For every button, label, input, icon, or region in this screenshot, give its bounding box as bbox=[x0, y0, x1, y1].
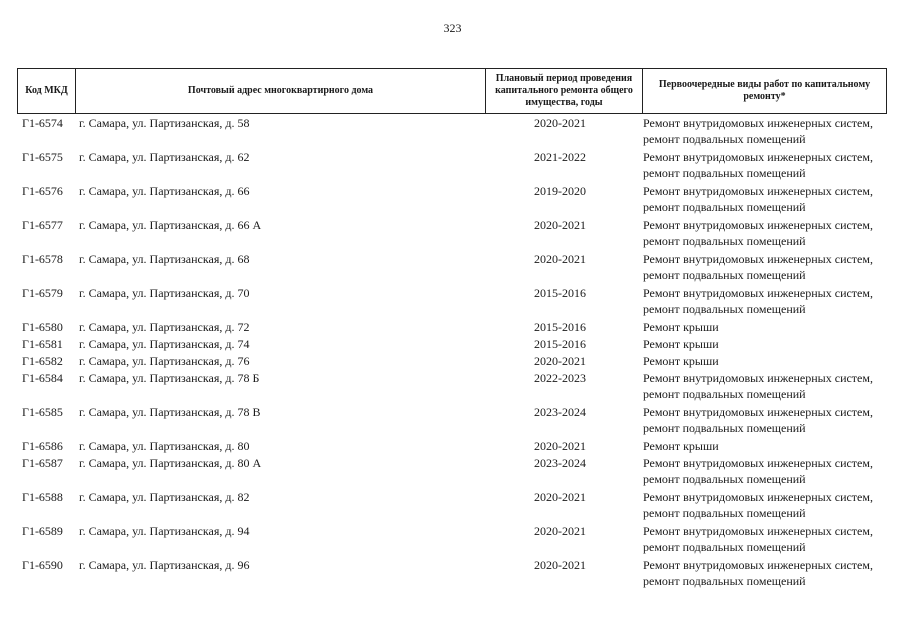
cell-address: г. Самара, ул. Партизанская, д. 76 bbox=[79, 354, 250, 368]
cell-works bbox=[643, 353, 887, 370]
cell-works bbox=[643, 319, 887, 336]
table-row bbox=[17, 523, 887, 557]
cell-period: 2023-2024 bbox=[534, 405, 586, 419]
table-row bbox=[17, 557, 887, 591]
cell-address: г. Самара, ул. Партизанская, д. 72 bbox=[79, 320, 250, 334]
cell-code: Г1-6574 bbox=[22, 116, 63, 130]
works-line-1: Ремонт внутридомовых инженерных систем, bbox=[643, 252, 873, 266]
works-line-1: Ремонт крыши bbox=[643, 320, 719, 334]
table-row bbox=[17, 455, 887, 489]
cell-period: 2022-2023 bbox=[534, 371, 586, 385]
table-row bbox=[17, 438, 887, 455]
table-row bbox=[17, 404, 887, 438]
works-line-1: Ремонт крыши bbox=[643, 439, 719, 453]
cell-code: Г1-6575 bbox=[22, 150, 63, 164]
works-line-2: ремонт подвальных помещений bbox=[643, 200, 806, 214]
works-line-2: ремонт подвальных помещений bbox=[643, 506, 806, 520]
cell-code: Г1-6579 bbox=[22, 286, 63, 300]
cell-code: Г1-6586 bbox=[22, 439, 63, 453]
works-line-2: ремонт подвальных помещений bbox=[643, 166, 806, 180]
cell-code: Г1-6578 bbox=[22, 252, 63, 266]
cell-works bbox=[643, 336, 887, 353]
works-line-2: ремонт подвальных помещений bbox=[643, 302, 806, 316]
table-row bbox=[17, 370, 887, 404]
works-line-2: ремонт подвальных помещений bbox=[643, 132, 806, 146]
works-line-1: Ремонт внутридомовых инженерных систем, bbox=[643, 456, 873, 470]
cell-address: г. Самара, ул. Партизанская, д. 78 В bbox=[79, 405, 261, 419]
cell-code: Г1-6590 bbox=[22, 558, 63, 572]
cell-address: г. Самара, ул. Партизанская, д. 94 bbox=[79, 524, 250, 538]
cell-works bbox=[643, 285, 887, 319]
cell-period: 2019-2020 bbox=[534, 184, 586, 198]
cell-address: г. Самара, ул. Партизанская, д. 58 bbox=[79, 116, 250, 130]
works-line-2: ремонт подвальных помещений bbox=[643, 574, 806, 588]
cell-code: Г1-6580 bbox=[22, 320, 63, 334]
cell-address: г. Самара, ул. Партизанская, д. 80 bbox=[79, 439, 250, 453]
cell-works bbox=[643, 438, 887, 455]
table-body bbox=[17, 115, 887, 591]
cell-address: г. Самара, ул. Партизанская, д. 66 bbox=[79, 184, 250, 198]
cell-code: Г1-6589 bbox=[22, 524, 63, 538]
cell-works bbox=[643, 523, 887, 557]
cell-period: 2020-2021 bbox=[534, 524, 586, 538]
cell-period: 2020-2021 bbox=[534, 354, 586, 368]
cell-address: г. Самара, ул. Партизанская, д. 66 А bbox=[79, 218, 262, 232]
works-line-1: Ремонт внутридомовых инженерных систем, bbox=[643, 371, 873, 385]
header-period: Плановый период проведения капитального ремонта общего имущества, годы bbox=[485, 69, 642, 113]
works-line-1: Ремонт внутридомовых инженерных систем, bbox=[643, 558, 873, 572]
cell-works bbox=[643, 251, 887, 285]
header-code: Код МКД bbox=[25, 85, 68, 96]
cell-address: г. Самара, ул. Партизанская, д. 96 bbox=[79, 558, 250, 572]
cell-period: 2020-2021 bbox=[534, 490, 586, 504]
works-line-1: Ремонт крыши bbox=[643, 354, 719, 368]
cell-address: г. Самара, ул. Партизанская, д. 62 bbox=[79, 150, 250, 164]
cell-address: г. Самара, ул. Партизанская, д. 78 Б bbox=[79, 371, 260, 385]
header-address: Почтовый адрес многоквартирного дома bbox=[75, 69, 485, 113]
cell-period: 2020-2021 bbox=[534, 116, 586, 130]
cell-period: 2020-2021 bbox=[534, 558, 586, 572]
cell-works bbox=[643, 370, 887, 404]
cell-works bbox=[643, 557, 887, 591]
table-row bbox=[17, 183, 887, 217]
table-row bbox=[17, 353, 887, 370]
cell-period: 2020-2021 bbox=[534, 252, 586, 266]
works-line-1: Ремонт внутридомовых инженерных систем, bbox=[643, 150, 873, 164]
works-line-1: Ремонт крыши bbox=[643, 337, 719, 351]
cell-period: 2021-2022 bbox=[534, 150, 586, 164]
works-line-1: Ремонт внутридомовых инженерных систем, bbox=[643, 116, 873, 130]
table-row bbox=[17, 285, 887, 319]
cell-works bbox=[643, 149, 887, 183]
works-line-2: ремонт подвальных помещений bbox=[643, 540, 806, 554]
cell-address: г. Самара, ул. Партизанская, д. 82 bbox=[79, 490, 250, 504]
cell-period: 2015-2016 bbox=[534, 320, 586, 334]
works-line-2: ремонт подвальных помещений bbox=[643, 234, 806, 248]
table-row bbox=[17, 115, 887, 149]
cell-works bbox=[643, 115, 887, 149]
table-row bbox=[17, 489, 887, 523]
cell-period: 2015-2016 bbox=[534, 286, 586, 300]
cell-period: 2015-2016 bbox=[534, 337, 586, 351]
table-row bbox=[17, 336, 887, 353]
works-line-1: Ремонт внутридомовых инженерных систем, bbox=[643, 218, 873, 232]
works-line-1: Ремонт внутридомовых инженерных систем, bbox=[643, 286, 873, 300]
cell-code: Г1-6581 bbox=[22, 337, 63, 351]
works-line-2: ремонт подвальных помещений bbox=[643, 268, 806, 282]
cell-period: 2020-2021 bbox=[534, 218, 586, 232]
header-works: Первоочередные виды работ по капитальному ремонту* bbox=[642, 69, 886, 113]
works-line-1: Ремонт внутридомовых инженерных систем, bbox=[643, 184, 873, 198]
cell-works bbox=[643, 217, 887, 251]
cell-code: Г1-6576 bbox=[22, 184, 63, 198]
cell-code: Г1-6577 bbox=[22, 218, 63, 232]
works-line-2: ремонт подвальных помещений bbox=[643, 472, 806, 486]
cell-works bbox=[643, 183, 887, 217]
works-line-2: ремонт подвальных помещений bbox=[643, 421, 806, 435]
table-row bbox=[17, 251, 887, 285]
works-line-1: Ремонт внутридомовых инженерных систем, bbox=[643, 524, 873, 538]
cell-code: Г1-6585 bbox=[22, 405, 63, 419]
works-line-2: ремонт подвальных помещений bbox=[643, 387, 806, 401]
cell-works bbox=[643, 455, 887, 489]
cell-code: Г1-6582 bbox=[22, 354, 63, 368]
cell-code: Г1-6587 bbox=[22, 456, 63, 470]
cell-address: г. Самара, ул. Партизанская, д. 68 bbox=[79, 252, 250, 266]
table-header bbox=[17, 68, 887, 114]
cell-works bbox=[643, 489, 887, 523]
works-line-1: Ремонт внутридомовых инженерных систем, bbox=[643, 490, 873, 504]
cell-address: г. Самара, ул. Партизанская, д. 70 bbox=[79, 286, 250, 300]
cell-period: 2020-2021 bbox=[534, 439, 586, 453]
cell-address: г. Самара, ул. Партизанская, д. 80 А bbox=[79, 456, 262, 470]
cell-code: Г1-6588 bbox=[22, 490, 63, 504]
cell-code: Г1-6584 bbox=[22, 371, 63, 385]
works-line-1: Ремонт внутридомовых инженерных систем, bbox=[643, 405, 873, 419]
table-row bbox=[17, 319, 887, 336]
cell-period: 2023-2024 bbox=[534, 456, 586, 470]
page-number: 323 bbox=[443, 21, 462, 35]
cell-works bbox=[643, 404, 887, 438]
table-row bbox=[17, 217, 887, 251]
table-row bbox=[17, 149, 887, 183]
cell-address: г. Самара, ул. Партизанская, д. 74 bbox=[79, 337, 250, 351]
